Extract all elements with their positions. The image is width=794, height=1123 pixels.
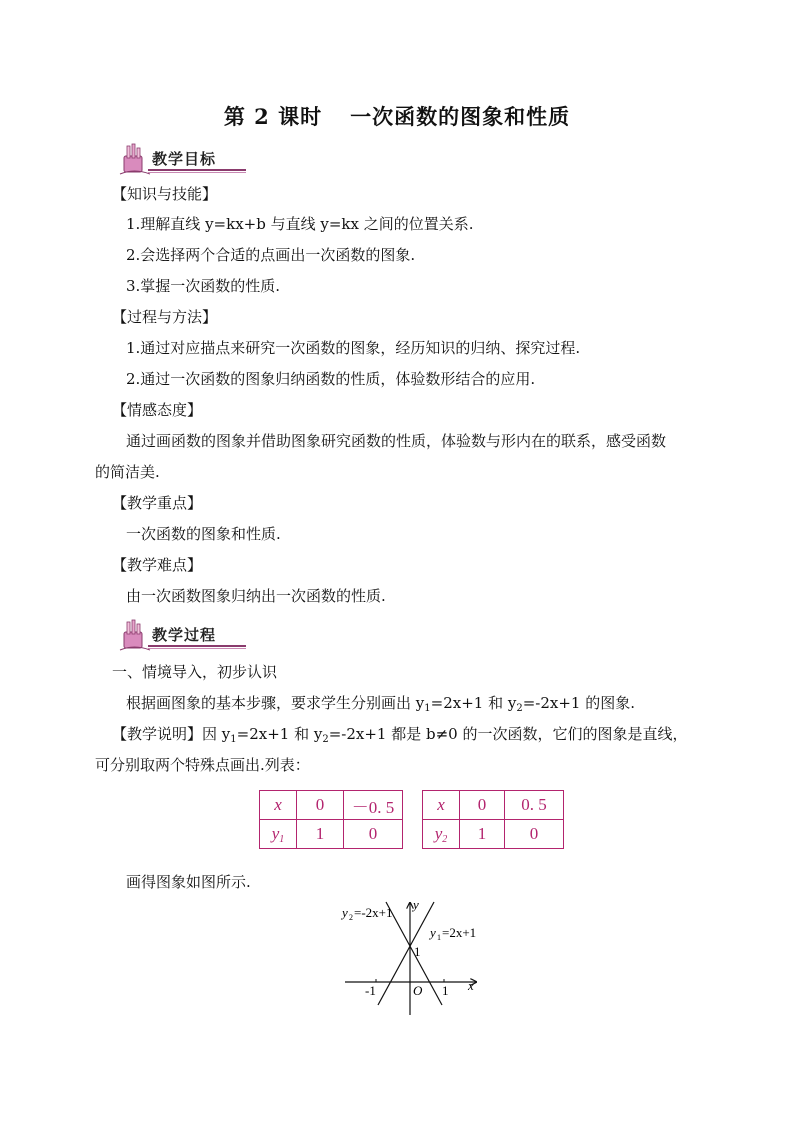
- subscript: 1: [279, 833, 285, 845]
- tick-label-y1: 1: [414, 944, 421, 959]
- table-cell: 0: [460, 791, 505, 820]
- label-y1-eq: =2x+1: [442, 925, 477, 940]
- table-cell: [260, 820, 297, 849]
- table-cell: 1: [460, 820, 505, 849]
- origin-label: O: [413, 983, 423, 998]
- emotion-text-line2: 的简洁美.: [95, 463, 160, 481]
- text-run: 根据画图象的基本步骤，要求学生分别画出 y: [126, 694, 425, 712]
- lesson-topic: 一次函数的图象和性质: [350, 104, 571, 129]
- tick-label-pos1: 1: [442, 983, 449, 998]
- page-title: [0, 101, 794, 131]
- banner-rule: [148, 169, 246, 171]
- table-cell: 0: [344, 820, 403, 849]
- knowledge-item-1: 1.理解直线 y=kx+b 与直线 y=kx 之间的位置关系.: [126, 215, 474, 233]
- method-heading: 【过程与方法】: [112, 308, 218, 326]
- variable: y: [271, 823, 280, 843]
- subscript: 1: [230, 734, 237, 745]
- pencil-cup-icon: [118, 142, 152, 176]
- knowledge-heading: 【知识与技能】: [112, 185, 218, 203]
- table-cell: 1: [297, 820, 344, 849]
- subscript: 2: [516, 703, 523, 714]
- variable: y: [434, 823, 443, 843]
- difficulty-text: 由一次函数图象归纳出一次函数的性质.: [126, 587, 386, 605]
- text-run: =-2x+1 都是 b≠0 的一次函数，它们的图象是直线，: [328, 725, 688, 743]
- emotion-heading: 【情感态度】: [112, 401, 203, 419]
- subscript: 2: [322, 734, 329, 745]
- subscript: 2: [442, 833, 448, 845]
- table-cell: －0. 5: [344, 791, 403, 820]
- function-graph: [330, 895, 490, 1020]
- banner-rule-thin: [148, 648, 246, 649]
- emotion-text-line1: 通过画函数的图象并借助图象研究函数的性质，体验数与形内在的联系，感受函数: [126, 432, 667, 450]
- graph-caption: 画得图象如图所示.: [126, 873, 251, 891]
- process-banner-label: 教学过程: [152, 626, 217, 644]
- text-run: =2x+1 和 y: [236, 725, 323, 743]
- step-1-heading: 一、情境导入，初步认识: [112, 663, 278, 681]
- label-y2-eq: =-2x+1: [354, 905, 393, 920]
- table-row: [260, 820, 403, 849]
- subscript: 1: [424, 703, 431, 714]
- banner-rule: [148, 645, 246, 647]
- table-cell: x: [423, 791, 460, 820]
- objectives-banner: [118, 142, 248, 176]
- label-y2-var: y: [342, 905, 348, 920]
- table-cell: [423, 820, 460, 849]
- x-axis-label: x: [468, 978, 474, 993]
- value-table-1: [259, 790, 403, 849]
- label-y2-sub: 2: [349, 913, 353, 922]
- knowledge-item-3: 3.掌握一次函数的性质.: [126, 277, 281, 295]
- pencil-cup-icon: [118, 618, 152, 652]
- table-row: [260, 791, 403, 820]
- label-y1-var: y: [430, 925, 436, 940]
- y-axis-label: y: [413, 897, 419, 912]
- text-run: =2x+1 和 y: [430, 694, 517, 712]
- table-cell: 0. 5: [505, 791, 564, 820]
- table-cell: x: [260, 791, 297, 820]
- banner-rule-thin: [148, 172, 246, 173]
- process-paragraph-3: 可分别取两个特殊点画出.列表：: [95, 756, 310, 774]
- table-cell: 0: [505, 820, 564, 849]
- process-paragraph-1: [126, 693, 635, 719]
- process-banner: [118, 618, 248, 652]
- lesson-number: 第 2 课时: [223, 104, 323, 129]
- objectives-banner-label: 教学目标: [152, 150, 217, 168]
- table-row: [423, 791, 564, 820]
- label-y1-sub: 1: [437, 933, 441, 942]
- process-paragraph-2: [112, 724, 687, 750]
- method-item-1: 1.通过对应描点来研究一次函数的图象，经历知识的归纳、探究过程.: [126, 339, 581, 357]
- key-heading: 【教学重点】: [112, 494, 203, 512]
- key-text: 一次函数的图象和性质.: [126, 525, 281, 543]
- difficulty-heading: 【教学难点】: [112, 556, 203, 574]
- text-run: 【教学说明】因 y: [112, 725, 231, 743]
- table-cell: 0: [297, 791, 344, 820]
- tick-label-neg1: -1: [365, 983, 376, 998]
- value-table-2: [422, 790, 564, 849]
- text-run: =-2x+1 的图象.: [522, 694, 635, 712]
- table-row: [423, 820, 564, 849]
- knowledge-item-2: 2.会选择两个合适的点画出一次函数的图象.: [126, 246, 416, 264]
- method-item-2: 2.通过一次函数的图象归纳函数的性质，体验数形结合的应用.: [126, 370, 536, 388]
